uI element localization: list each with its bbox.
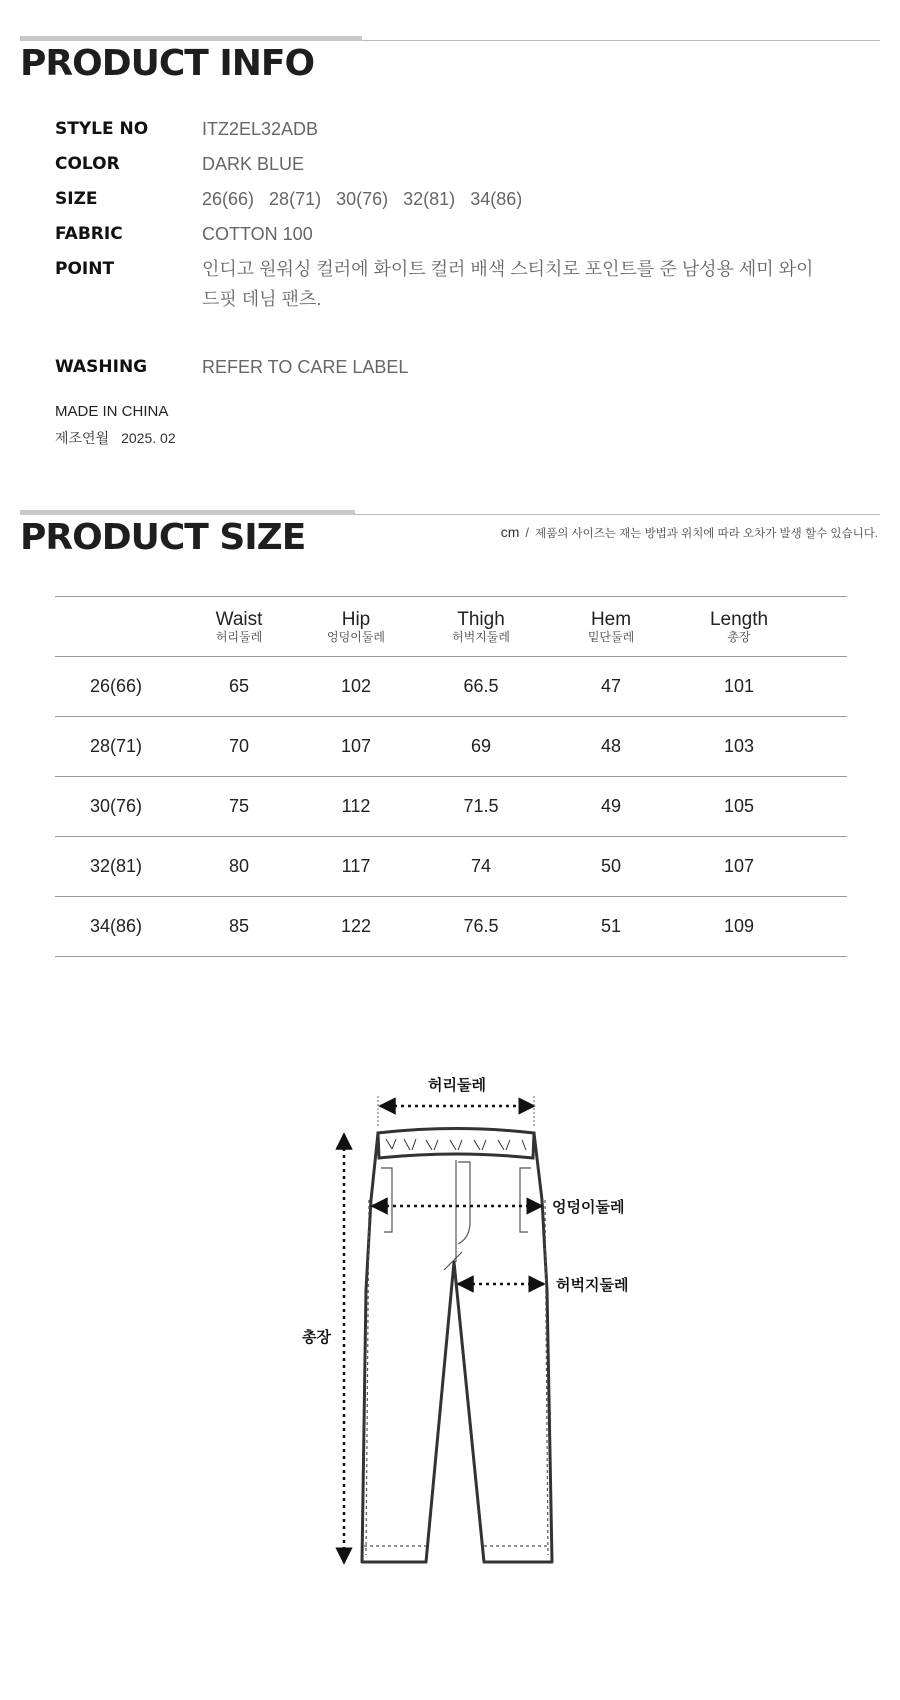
size-option: 26(66) (202, 189, 255, 209)
pad-cell (807, 897, 847, 957)
pad-cell (807, 777, 847, 837)
header-hem: Hem 밑단둘레 (551, 597, 671, 657)
hem-cell: 48 (551, 717, 671, 777)
unit-label: cm (500, 524, 520, 540)
info-value: 인디고 원워싱 컬러에 화이트 컬러 배색 스티치로 포인트를 준 남성용 세미 와이드핏 데님 팬츠. (202, 259, 814, 309)
size-option: 32(81) (403, 189, 456, 209)
header-waist: Waist 허리둘레 (177, 597, 301, 657)
size-cell: 26(66) (55, 657, 177, 717)
header-empty (55, 597, 177, 657)
hip-cell: 102 (301, 657, 411, 717)
pants-outline (362, 1133, 552, 1562)
info-label: POINT (55, 259, 115, 279)
waist-cell: 65 (177, 657, 301, 717)
info-label: COLOR (55, 154, 120, 174)
size-cell: 32(81) (55, 837, 177, 897)
hem-cell: 47 (551, 657, 671, 717)
thigh-cell: 76.5 (411, 897, 551, 957)
thigh-label: 허벅지둘레 (556, 1276, 629, 1294)
size-option: 30(76) (336, 189, 389, 209)
hem-cell: 50 (551, 837, 671, 897)
info-value: ITZ2EL32ADB (202, 119, 319, 139)
info-value: REFER TO CARE LABEL (202, 357, 409, 377)
waist-cell: 85 (177, 897, 301, 957)
hip-cell: 107 (301, 717, 411, 777)
product-info-title: PRODUCT INFO (20, 43, 315, 84)
length-cell: 107 (671, 837, 807, 897)
thigh-cell: 74 (411, 837, 551, 897)
manufacture-date-value: 2025. 02 (121, 430, 176, 446)
info-row-style (55, 118, 318, 144)
table-row (55, 717, 847, 777)
info-title-bar (20, 36, 362, 41)
waistband (378, 1129, 534, 1159)
manufacture-date-label: 제조연월 (55, 430, 110, 446)
size-option: 34(86) (470, 189, 523, 209)
size-cell: 34(86) (55, 897, 177, 957)
hem-cell: 49 (551, 777, 671, 837)
info-label: SIZE (55, 189, 98, 209)
info-label: WASHING (55, 357, 148, 377)
header-hip: Hip 엉덩이둘레 (301, 597, 411, 657)
pad-cell (807, 717, 847, 777)
hip-cell: 117 (301, 837, 411, 897)
info-label: STYLE NO (55, 119, 149, 139)
hip-cell: 112 (301, 777, 411, 837)
info-row-washing (55, 356, 408, 382)
table-row (55, 837, 847, 897)
thigh-cell: 66.5 (411, 657, 551, 717)
info-value: COTTON 100 (202, 224, 313, 244)
info-row-fabric (55, 223, 313, 249)
table-row (55, 897, 847, 957)
info-row-color (55, 153, 304, 179)
info-value: DARK BLUE (202, 154, 305, 174)
info-label: FABRIC (55, 224, 123, 244)
pants-measurement-diagram (0, 1050, 900, 1630)
size-option: 28(71) (269, 189, 322, 209)
size-list (202, 184, 532, 214)
info-row-size (55, 188, 532, 214)
waist-label: 허리둘레 (428, 1076, 486, 1094)
size-note: cm / 제품의 사이즈는 재는 방법과 위치에 따라 오차가 발생 할수 있습니다. (500, 524, 878, 540)
header-thigh: Thigh 허벅지둘레 (411, 597, 551, 657)
size-cell: 28(71) (55, 717, 177, 777)
size-table-header (55, 597, 847, 657)
waist-cell: 75 (177, 777, 301, 837)
waist-cell: 70 (177, 717, 301, 777)
size-disclaimer: 제품의 사이즈는 재는 방법과 위치에 따라 오차가 발생 할수 있습니다. (535, 528, 878, 540)
made-in: MADE IN CHINA (55, 403, 169, 420)
hip-label: 엉덩이둘레 (552, 1198, 625, 1216)
thigh-cell: 71.5 (411, 777, 551, 837)
pad-cell (807, 837, 847, 897)
info-row-point (55, 258, 822, 314)
size-table (55, 596, 847, 957)
header-pad (807, 597, 847, 657)
table-row (55, 657, 847, 717)
size-title-bar (20, 510, 355, 515)
manufacture-date (55, 428, 176, 448)
product-size-title: PRODUCT SIZE (20, 517, 306, 558)
pad-cell (807, 657, 847, 717)
size-cell: 30(76) (55, 777, 177, 837)
hip-cell: 122 (301, 897, 411, 957)
table-row (55, 777, 847, 837)
length-cell: 109 (671, 897, 807, 957)
thigh-cell: 69 (411, 717, 551, 777)
length-cell: 103 (671, 717, 807, 777)
length-cell: 105 (671, 777, 807, 837)
waist-cell: 80 (177, 837, 301, 897)
length-cell: 101 (671, 657, 807, 717)
header-length: Length 총장 (671, 597, 807, 657)
hem-cell: 51 (551, 897, 671, 957)
length-label: 총장 (302, 1328, 331, 1346)
